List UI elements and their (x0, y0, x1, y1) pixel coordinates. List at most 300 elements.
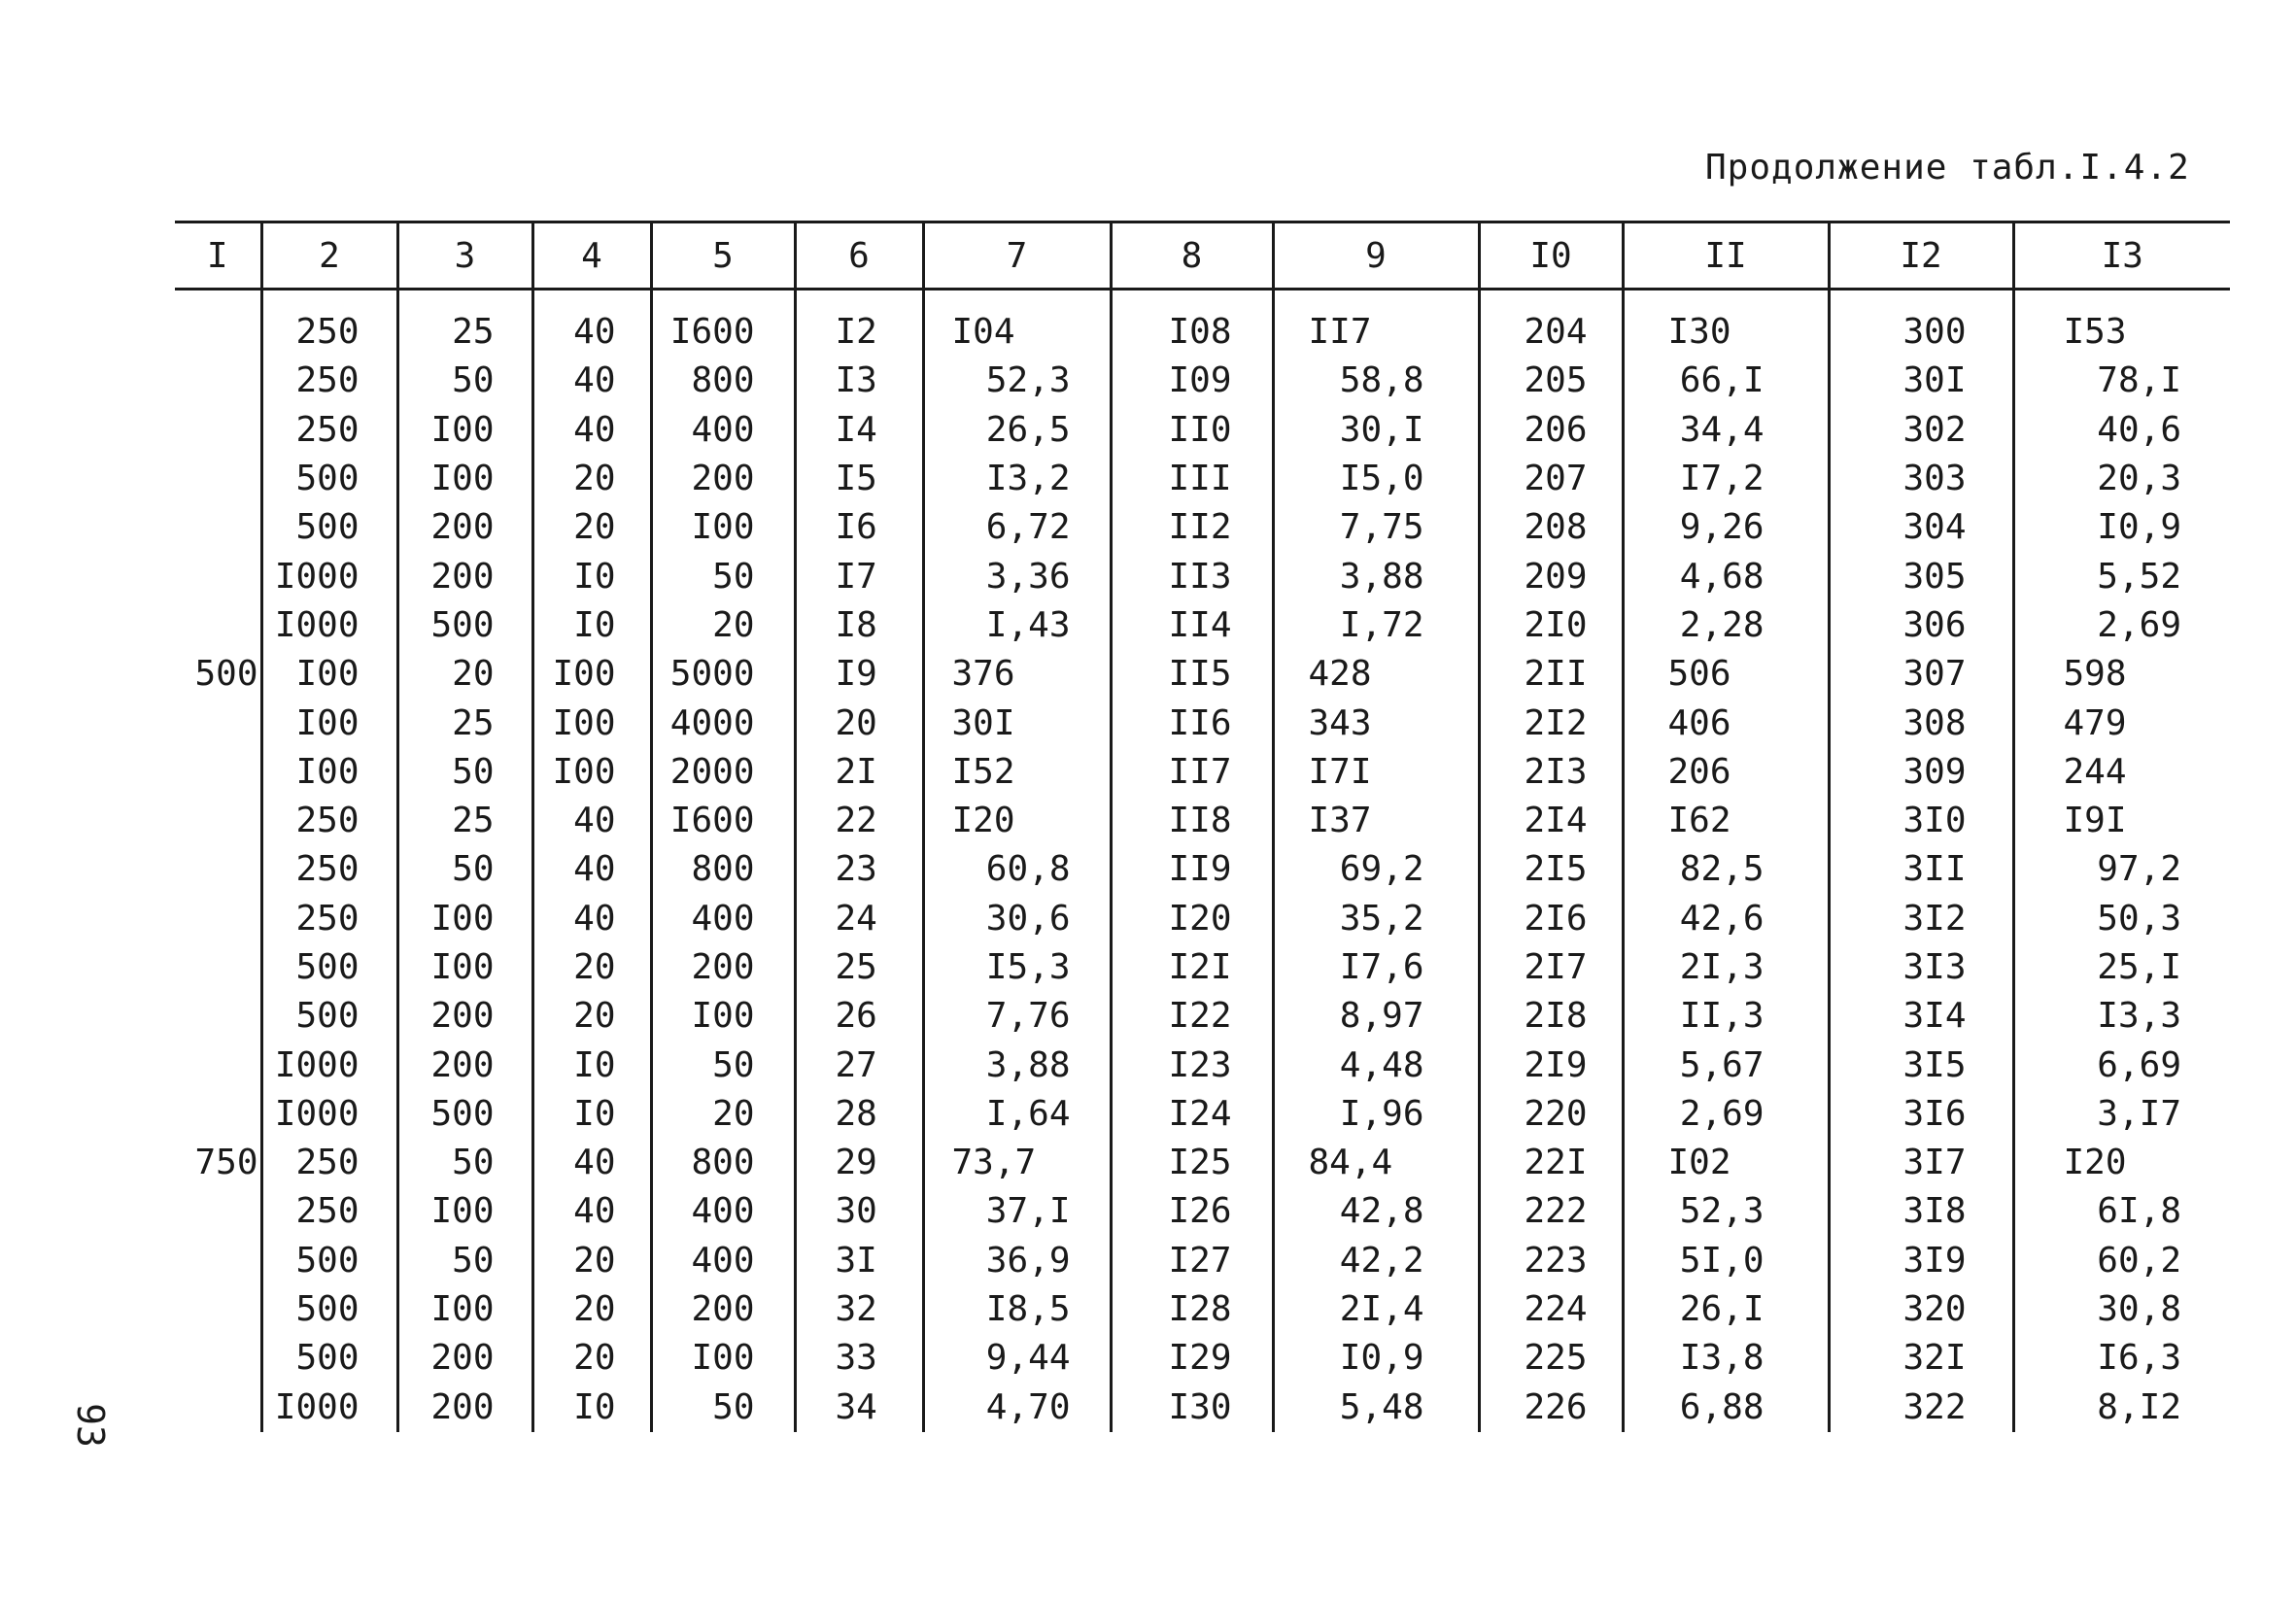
table-cell-col-9: 8,97 (1273, 992, 1479, 1041)
table-cell-col-10: 209 (1479, 552, 1623, 600)
table-cell-col-7: 6,72 (923, 503, 1111, 552)
table-cell-col-11: 34,4 (1623, 406, 1829, 455)
table-cell-col-12: 3I5 (1829, 1041, 2013, 1089)
table-cell-col-10: 2II (1479, 650, 1623, 699)
column-header-6: 6 (795, 222, 923, 290)
table-cell-col-13: 25,I (2013, 943, 2230, 992)
table-cell-col-10: 204 (1479, 290, 1623, 358)
table-cell-col-4: 20 (532, 1237, 651, 1285)
table-cell-col-12: 3I2 (1829, 895, 2013, 943)
table-cell-col-1 (175, 797, 261, 845)
table-cell-col-6: 30 (795, 1187, 923, 1236)
table-cell-col-13: 30,8 (2013, 1285, 2230, 1334)
table-cell-col-5: 200 (651, 1285, 795, 1334)
table-cell-col-2: I000 (261, 1090, 397, 1139)
table-cell-col-13: I20 (2013, 1139, 2230, 1187)
table-cell-col-2: I000 (261, 601, 397, 650)
table-cell-col-10: 220 (1479, 1090, 1623, 1139)
table-cell-col-10: 206 (1479, 406, 1623, 455)
column-header-11: II (1623, 222, 1829, 290)
table-cell-col-10: 208 (1479, 503, 1623, 552)
table-cell-col-7: I52 (923, 748, 1111, 797)
table-cell-col-10: 205 (1479, 357, 1623, 405)
table-cell-col-11: 52,3 (1623, 1187, 1829, 1236)
table-cell-col-1 (175, 406, 261, 455)
table-cell-col-13: I0,9 (2013, 503, 2230, 552)
table-cell-col-2: 500 (261, 1237, 397, 1285)
table-cell-col-2: 250 (261, 1187, 397, 1236)
table-cell-col-10: 207 (1479, 455, 1623, 503)
table-cell-col-13: 5,52 (2013, 552, 2230, 600)
table-cell-col-12: 303 (1829, 455, 2013, 503)
table-cell-col-5: 800 (651, 845, 795, 894)
column-header-9: 9 (1273, 222, 1479, 290)
table-cell-col-10: 226 (1479, 1384, 1623, 1432)
table-cell-col-6: 32 (795, 1285, 923, 1334)
table-cell-col-12: 307 (1829, 650, 2013, 699)
table-cell-col-8: I08 (1111, 290, 1273, 358)
table-cell-col-2: I000 (261, 1041, 397, 1089)
table-cell-col-8: II3 (1111, 552, 1273, 600)
table-cell-col-8: II7 (1111, 748, 1273, 797)
table-cell-col-4: I00 (532, 650, 651, 699)
table-cell-col-1 (175, 895, 261, 943)
table-cell-col-11: 506 (1623, 650, 1829, 699)
table-cell-col-9: 4,48 (1273, 1041, 1479, 1089)
table-cell-col-8: I20 (1111, 895, 1273, 943)
table-cell-col-5: 4000 (651, 699, 795, 747)
table-cell-col-8: II4 (1111, 601, 1273, 650)
table-cell-col-12: 3I3 (1829, 943, 2013, 992)
table-row (175, 797, 2230, 845)
table-cell-col-1 (175, 1041, 261, 1089)
table-cell-col-7: 30I (923, 699, 1111, 747)
table-cell-col-1 (175, 601, 261, 650)
table-cell-col-3: 500 (397, 601, 532, 650)
table-cell-col-8: II8 (1111, 797, 1273, 845)
table-cell-col-12: 3I9 (1829, 1237, 2013, 1285)
table-cell-col-8: I2I (1111, 943, 1273, 992)
table-cell-col-11: 82,5 (1623, 845, 1829, 894)
table-cell-col-12: 3I8 (1829, 1187, 2013, 1236)
table-cell-col-12: 308 (1829, 699, 2013, 747)
table-cell-col-9: 5,48 (1273, 1384, 1479, 1432)
table-cell-col-8: II5 (1111, 650, 1273, 699)
table-cell-col-3: I00 (397, 1285, 532, 1334)
table-cell-col-10: 2I2 (1479, 699, 1623, 747)
table-cell-col-4: 40 (532, 845, 651, 894)
table-cell-col-6: I9 (795, 650, 923, 699)
column-header-2: 2 (261, 222, 397, 290)
table-cell-col-7: 9,44 (923, 1334, 1111, 1383)
table-cell-col-1 (175, 1237, 261, 1285)
table-cell-col-7: I,43 (923, 601, 1111, 650)
table-cell-col-3: 50 (397, 1139, 532, 1187)
table-cell-col-2: 250 (261, 1139, 397, 1187)
table-cell-col-9: 84,4 (1273, 1139, 1479, 1187)
table-cell-col-5: 20 (651, 601, 795, 650)
table-cell-col-8: II6 (1111, 699, 1273, 747)
table-cell-col-5: 800 (651, 1139, 795, 1187)
table-cell-col-10: 222 (1479, 1187, 1623, 1236)
table-cell-col-4: 20 (532, 1285, 651, 1334)
table-row (175, 601, 2230, 650)
table-cell-col-13: 479 (2013, 699, 2230, 747)
table-cell-col-1 (175, 992, 261, 1041)
table-cell-col-7: 30,6 (923, 895, 1111, 943)
table-cell-col-12: 3I7 (1829, 1139, 2013, 1187)
table-cell-col-2: I000 (261, 552, 397, 600)
table-cell-col-8: II9 (1111, 845, 1273, 894)
table-cell-col-1 (175, 357, 261, 405)
table-cell-col-5: 200 (651, 943, 795, 992)
table-row (175, 845, 2230, 894)
table-cell-col-4: 20 (532, 455, 651, 503)
table-cell-col-13: I3,3 (2013, 992, 2230, 1041)
table-cell-col-10: 2I6 (1479, 895, 1623, 943)
table-cell-col-10: 223 (1479, 1237, 1623, 1285)
table-cell-col-6: I6 (795, 503, 923, 552)
table-cell-col-12: 32I (1829, 1334, 2013, 1383)
table-cell-col-11: 406 (1623, 699, 1829, 747)
table-cell-col-5: 50 (651, 1384, 795, 1432)
table-cell-col-8: I29 (1111, 1334, 1273, 1383)
table-cell-col-3: 25 (397, 290, 532, 358)
table-cell-col-12: 300 (1829, 290, 2013, 358)
column-header-4: 4 (532, 222, 651, 290)
table-cell-col-7: I04 (923, 290, 1111, 358)
table-cell-col-9: 69,2 (1273, 845, 1479, 894)
table-cell-col-12: 309 (1829, 748, 2013, 797)
table-cell-col-4: 20 (532, 503, 651, 552)
table-cell-col-5: 2000 (651, 748, 795, 797)
table-cell-col-13: 60,2 (2013, 1237, 2230, 1285)
table-cell-col-3: 500 (397, 1090, 532, 1139)
table-cell-col-4: 20 (532, 943, 651, 992)
table-row (175, 1237, 2230, 1285)
table-cell-col-11: 206 (1623, 748, 1829, 797)
table-cell-col-4: 20 (532, 1334, 651, 1383)
table-cell-col-3: 50 (397, 1237, 532, 1285)
table-cell-col-10: 2I5 (1479, 845, 1623, 894)
table-cell-col-6: I2 (795, 290, 923, 358)
column-header-3: 3 (397, 222, 532, 290)
table-cell-col-3: 50 (397, 845, 532, 894)
table-cell-col-9: I7I (1273, 748, 1479, 797)
table-cell-col-11: 26,I (1623, 1285, 1829, 1334)
table-cell-col-11: 2I,3 (1623, 943, 1829, 992)
table-cell-col-6: 3I (795, 1237, 923, 1285)
table-cell-col-5: I00 (651, 503, 795, 552)
table-cell-col-9: 7,75 (1273, 503, 1479, 552)
table-cell-col-5: 400 (651, 1237, 795, 1285)
data-table-container (175, 221, 2230, 1432)
table-cell-col-12: 304 (1829, 503, 2013, 552)
table-row (175, 1334, 2230, 1383)
table-cell-col-2: I00 (261, 748, 397, 797)
table-row (175, 1384, 2230, 1432)
table-cell-col-9: I,72 (1273, 601, 1479, 650)
table-cell-col-11: 2,69 (1623, 1090, 1829, 1139)
table-cell-col-10: 22I (1479, 1139, 1623, 1187)
table-cell-col-11: II,3 (1623, 992, 1829, 1041)
table-cell-col-12: 306 (1829, 601, 2013, 650)
table-cell-col-12: 302 (1829, 406, 2013, 455)
table-cell-col-13: 97,2 (2013, 845, 2230, 894)
table-cell-col-9: II7 (1273, 290, 1479, 358)
table-cell-col-7: 7,76 (923, 992, 1111, 1041)
table-cell-col-4: 20 (532, 992, 651, 1041)
table-cell-col-1 (175, 552, 261, 600)
table-cell-col-11: I3,8 (1623, 1334, 1829, 1383)
table-cell-col-2: 500 (261, 1285, 397, 1334)
table-cell-col-11: I7,2 (1623, 455, 1829, 503)
table-row (175, 650, 2230, 699)
column-header-10: I0 (1479, 222, 1623, 290)
table-cell-col-4: 40 (532, 406, 651, 455)
table-cell-col-7: 37,I (923, 1187, 1111, 1236)
table-cell-col-7: 26,5 (923, 406, 1111, 455)
table-cell-col-3: 200 (397, 552, 532, 600)
table-cell-col-8: II2 (1111, 503, 1273, 552)
table-cell-col-8: I24 (1111, 1090, 1273, 1139)
table-cell-col-6: 2I (795, 748, 923, 797)
table-cell-col-5: 400 (651, 406, 795, 455)
table-cell-col-2: 250 (261, 895, 397, 943)
table-cell-col-13: 50,3 (2013, 895, 2230, 943)
table-cell-col-4: 40 (532, 290, 651, 358)
table-cell-col-13: 78,I (2013, 357, 2230, 405)
table-cell-col-3: 50 (397, 748, 532, 797)
table-cell-col-9: I0,9 (1273, 1334, 1479, 1383)
table-cell-col-12: 3I4 (1829, 992, 2013, 1041)
table-cell-col-6: I5 (795, 455, 923, 503)
table-cell-col-12: 3I0 (1829, 797, 2013, 845)
table-cell-col-7: 3,36 (923, 552, 1111, 600)
table-row (175, 406, 2230, 455)
table-cell-col-2: 500 (261, 992, 397, 1041)
table-cell-col-6: I8 (795, 601, 923, 650)
table-cell-col-2: 250 (261, 290, 397, 358)
table-cell-col-9: 428 (1273, 650, 1479, 699)
table-cell-col-8: I23 (1111, 1041, 1273, 1089)
table-cell-col-6: 28 (795, 1090, 923, 1139)
table-cell-col-11: I30 (1623, 290, 1829, 358)
table-cell-col-4: I00 (532, 748, 651, 797)
table-cell-col-3: 50 (397, 357, 532, 405)
table-cell-col-3: I00 (397, 895, 532, 943)
table-cell-col-5: 50 (651, 552, 795, 600)
table-cell-col-13: 40,6 (2013, 406, 2230, 455)
table-cell-col-12: 305 (1829, 552, 2013, 600)
table-cell-col-7: I8,5 (923, 1285, 1111, 1334)
table-cell-col-11: 42,6 (1623, 895, 1829, 943)
table-cell-col-12: 3I6 (1829, 1090, 2013, 1139)
table-cell-col-12: 322 (1829, 1384, 2013, 1432)
table-cell-col-4: I00 (532, 699, 651, 747)
column-header-5: 5 (651, 222, 795, 290)
table-cell-col-9: 42,8 (1273, 1187, 1479, 1236)
table-row (175, 1139, 2230, 1187)
table-cell-col-13: 598 (2013, 650, 2230, 699)
table-caption: Продолжение табл.I.4.2 (1705, 148, 2190, 188)
table-cell-col-8: I26 (1111, 1187, 1273, 1236)
table-cell-col-2: 500 (261, 455, 397, 503)
column-header-13: I3 (2013, 222, 2230, 290)
table-cell-col-10: 2I9 (1479, 1041, 1623, 1089)
table-cell-col-2: 250 (261, 797, 397, 845)
table-cell-col-8: I30 (1111, 1384, 1273, 1432)
table-cell-col-1 (175, 503, 261, 552)
table-cell-col-7: I,64 (923, 1090, 1111, 1139)
table-cell-col-13: 244 (2013, 748, 2230, 797)
table-row (175, 1090, 2230, 1139)
table-cell-col-9: 58,8 (1273, 357, 1479, 405)
table-cell-col-3: 25 (397, 797, 532, 845)
table-cell-col-11: 5I,0 (1623, 1237, 1829, 1285)
table-cell-col-4: 40 (532, 1187, 651, 1236)
table-cell-col-8: III (1111, 455, 1273, 503)
table-cell-col-10: 2I0 (1479, 601, 1623, 650)
table-cell-col-7: 4,70 (923, 1384, 1111, 1432)
table-row (175, 1285, 2230, 1334)
table-cell-col-5: I600 (651, 797, 795, 845)
table-cell-col-7: I3,2 (923, 455, 1111, 503)
data-table (175, 221, 2230, 1432)
table-cell-col-5: 20 (651, 1090, 795, 1139)
table-cell-col-11: 5,67 (1623, 1041, 1829, 1089)
table-cell-col-10: 2I8 (1479, 992, 1623, 1041)
table-cell-col-13: 2,69 (2013, 601, 2230, 650)
table-cell-col-5: 50 (651, 1041, 795, 1089)
table-cell-col-6: 26 (795, 992, 923, 1041)
table-cell-col-7: 376 (923, 650, 1111, 699)
table-cell-col-6: 23 (795, 845, 923, 894)
table-cell-col-9: 3,88 (1273, 552, 1479, 600)
table-cell-col-3: 200 (397, 1041, 532, 1089)
table-cell-col-3: I00 (397, 406, 532, 455)
table-cell-col-11: 4,68 (1623, 552, 1829, 600)
table-cell-col-1: 750 (194, 1143, 258, 1183)
table-cell-col-4: I0 (532, 1041, 651, 1089)
table-cell-col-9: 2I,4 (1273, 1285, 1479, 1334)
table-cell-col-3: I00 (397, 1187, 532, 1236)
table-cell-col-8: I25 (1111, 1139, 1273, 1187)
table-cell-col-1 (175, 1285, 261, 1334)
table-cell-col-13: I9I (2013, 797, 2230, 845)
table-cell-col-9: I,96 (1273, 1090, 1479, 1139)
table-body (175, 290, 2230, 1432)
header-row (175, 222, 2230, 290)
table-cell-col-10: 2I3 (1479, 748, 1623, 797)
table-cell-col-1 (175, 1334, 261, 1383)
table-cell-col-10: 225 (1479, 1334, 1623, 1383)
table-cell-col-12: 3II (1829, 845, 2013, 894)
table-cell-col-2: I00 (261, 650, 397, 699)
page-number: 93 (68, 1403, 112, 1448)
table-cell-col-4: 40 (532, 797, 651, 845)
table-cell-col-9: I37 (1273, 797, 1479, 845)
table-cell-col-6: 27 (795, 1041, 923, 1089)
table-cell-col-6: I7 (795, 552, 923, 600)
table-cell-col-6: 20 (795, 699, 923, 747)
table-cell-col-6: 33 (795, 1334, 923, 1383)
table-cell-col-1 (175, 699, 261, 747)
table-cell-col-1 (175, 455, 261, 503)
table-cell-col-9: 343 (1273, 699, 1479, 747)
table-cell-col-4: I0 (532, 552, 651, 600)
table-row (175, 503, 2230, 552)
table-cell-col-8: II0 (1111, 406, 1273, 455)
table-cell-col-3: 200 (397, 992, 532, 1041)
table-cell-col-5: I00 (651, 992, 795, 1041)
column-header-12: I2 (1829, 222, 2013, 290)
table-cell-col-3: 25 (397, 699, 532, 747)
table-cell-col-10: 224 (1479, 1285, 1623, 1334)
table-cell-col-4: I0 (532, 1384, 651, 1432)
table-cell-col-4: I0 (532, 1090, 651, 1139)
table-cell-col-11: 9,26 (1623, 503, 1829, 552)
table-row (175, 552, 2230, 600)
table-cell-col-6: 22 (795, 797, 923, 845)
table-cell-col-7: 73,7 (923, 1139, 1111, 1187)
table-row (175, 1187, 2230, 1236)
table-cell-col-13: 6I,8 (2013, 1187, 2230, 1236)
table-cell-col-1 (175, 1384, 261, 1432)
table-cell-col-2: 500 (261, 943, 397, 992)
table-cell-col-11: 6,88 (1623, 1384, 1829, 1432)
table-cell-col-6: 29 (795, 1139, 923, 1187)
table-cell-col-9: 42,2 (1273, 1237, 1479, 1285)
table-cell-col-7: I5,3 (923, 943, 1111, 992)
table-cell-col-5: 800 (651, 357, 795, 405)
column-header-1: I (175, 222, 261, 290)
table-row (175, 357, 2230, 405)
table-cell-col-7: 36,9 (923, 1237, 1111, 1285)
table-cell-col-13: 3,I7 (2013, 1090, 2230, 1139)
table-cell-col-13: 20,3 (2013, 455, 2230, 503)
table-cell-col-1 (175, 1187, 261, 1236)
table-cell-col-11: I62 (1623, 797, 1829, 845)
table-row (175, 455, 2230, 503)
table-cell-col-12: 30I (1829, 357, 2013, 405)
column-header-7: 7 (923, 222, 1111, 290)
table-cell-col-1 (175, 290, 261, 358)
table-cell-col-9: I5,0 (1273, 455, 1479, 503)
table-cell-col-7: 52,3 (923, 357, 1111, 405)
table-row (175, 992, 2230, 1041)
table-cell-col-12: 320 (1829, 1285, 2013, 1334)
table-cell-col-5: 5000 (651, 650, 795, 699)
table-cell-col-9: 30,I (1273, 406, 1479, 455)
table-row (175, 895, 2230, 943)
table-cell-col-6: I3 (795, 357, 923, 405)
table-cell-col-3: 200 (397, 1384, 532, 1432)
table-cell-col-6: 25 (795, 943, 923, 992)
table-cell-col-5: I600 (651, 290, 795, 358)
table-cell-col-2: 500 (261, 1334, 397, 1383)
table-cell-col-6: 24 (795, 895, 923, 943)
table-cell-col-9: 35,2 (1273, 895, 1479, 943)
table-row (175, 748, 2230, 797)
table-cell-col-6: 34 (795, 1384, 923, 1432)
table-cell-col-10: 2I4 (1479, 797, 1623, 845)
table-cell-col-7: I20 (923, 797, 1111, 845)
table-cell-col-5: 200 (651, 455, 795, 503)
table-cell-col-2: 250 (261, 357, 397, 405)
table-cell-col-8: I28 (1111, 1285, 1273, 1334)
table-cell-col-4: I0 (532, 601, 651, 650)
